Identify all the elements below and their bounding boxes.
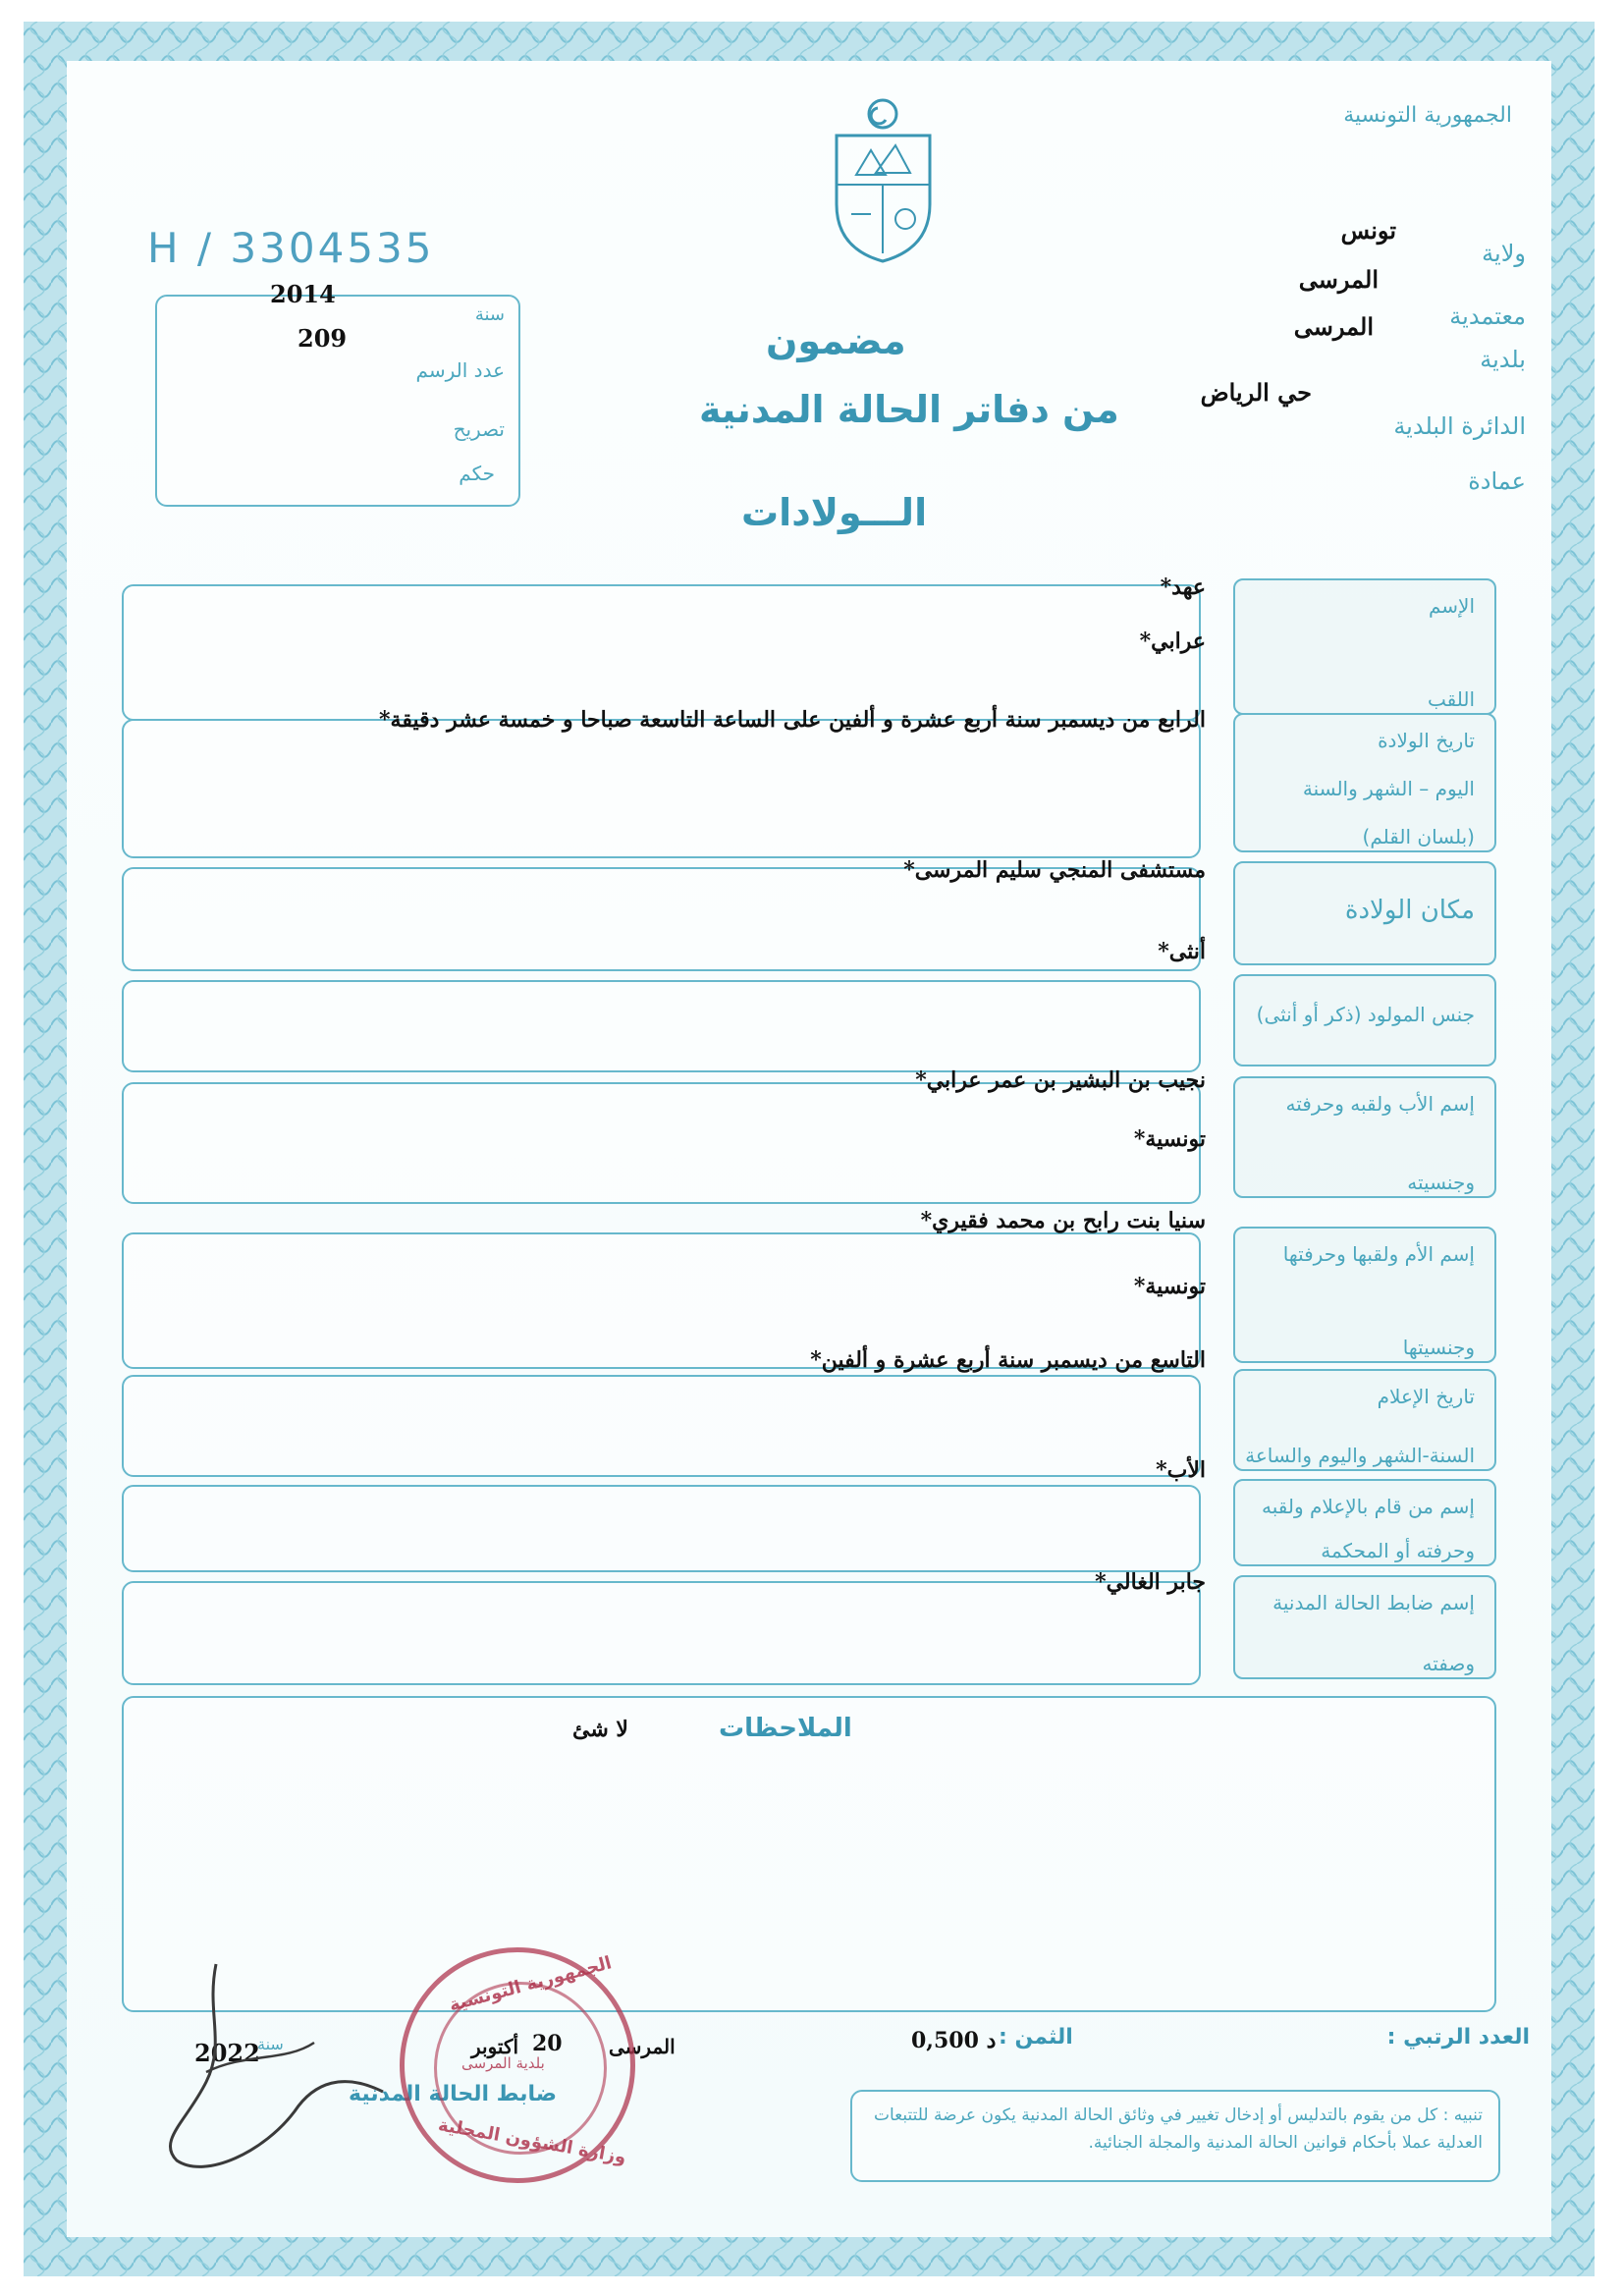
wilaya-value: تونس — [1340, 216, 1396, 245]
field-label: وجنسيتها — [1402, 1336, 1475, 1359]
judgment-label: حكم — [459, 462, 495, 485]
imada-label: عمادة — [1468, 467, 1526, 495]
field-value: تونسية* — [1133, 1274, 1206, 1299]
issue-year: 2022 — [194, 2039, 260, 2067]
section-title: الـــولادات — [741, 491, 928, 534]
field-value: نجيب بن البشير بن عمر عرابي* — [915, 1067, 1206, 1093]
field-value: الأب* — [1156, 1457, 1206, 1483]
wilaya-label: ولاية — [1482, 240, 1526, 267]
field-value: عرابي* — [1139, 629, 1206, 654]
serial-number: H / 3304535 — [147, 224, 435, 272]
field-label: وحرفته أو المحكمة — [1321, 1539, 1475, 1562]
baladia-value: المرسى — [1293, 312, 1374, 341]
registry-year-value: 2014 — [270, 280, 336, 308]
field-value: التاسع من ديسمبر سنة أربع عشرة و ألفين* — [810, 1347, 1206, 1373]
field-label: اليوم – الشهر والسنة — [1302, 777, 1475, 800]
field-label: الإسم — [1428, 594, 1475, 618]
daira-value: حي الرياض — [1200, 378, 1312, 407]
registry-number-label: عدد الرسم — [415, 358, 505, 382]
field-value-box — [122, 1082, 1201, 1204]
field-label: السنة-الشهر واليوم والساعة — [1245, 1444, 1475, 1467]
issue-day: 20 — [532, 2031, 563, 2056]
coat-of-arms-icon — [827, 96, 940, 263]
field-value-box — [122, 980, 1201, 1072]
field-label: إسم من قام بالإعلام ولقبه — [1262, 1495, 1475, 1518]
field-value: الرابع من ديسمبر سنة أربع عشرة و ألفين على الساعة التاسعة صباحا و خمسة عشر دقيقة* — [379, 707, 1206, 733]
field-value: تونسية* — [1133, 1126, 1206, 1152]
field-value-box — [122, 584, 1201, 721]
title-line1: مضمون — [766, 319, 906, 362]
field-label: وجنسيته — [1407, 1171, 1475, 1194]
daira-label: الدائرة البلدية — [1393, 412, 1526, 440]
title-line2: من دفاتر الحالة المدنية — [699, 388, 1119, 431]
issue-place: المرسى — [609, 2035, 676, 2058]
field-label: تاريخ الولادة — [1378, 729, 1475, 752]
price-value: 0,500 د — [911, 2028, 997, 2053]
republic-label: الجمهورية التونسية — [1343, 103, 1512, 128]
field-label: وصفته — [1422, 1652, 1475, 1675]
stamp-text-top: الجمهورية التونسية — [447, 1952, 615, 2016]
field-value: عهد* — [1160, 574, 1206, 600]
stamp-text-bottom: وزارة الشؤون المحلية — [436, 2114, 628, 2168]
registry-number-value: 209 — [298, 324, 348, 353]
price-label: الثمن : — [999, 2025, 1073, 2050]
field-value: أنثى* — [1158, 939, 1206, 964]
field-label: جنس المولود (ذكر أو أنثى) — [1256, 1003, 1475, 1026]
registry-year-label: سنة — [474, 304, 505, 325]
notes-label: الملاحظات — [719, 1714, 852, 1743]
signature — [147, 1954, 403, 2200]
field-label: اللقب — [1427, 687, 1475, 711]
warning-text: تنبيه : كل من يقوم بالتدليس أو إدخال تغيير في وثائق الحالة المدنية يكون عرضة للتتبعات العدلية عملا بأحكام قوانين الحالة المدنية والمجلة الجنائية. — [874, 2105, 1483, 2153]
field-label: مكان الولادة — [1344, 896, 1475, 925]
field-value: سنيا بنت رابح بن محمد فقيري* — [920, 1208, 1206, 1233]
mootamadia-label: معتمدية — [1449, 302, 1526, 330]
issue-month: أكتوبر — [471, 2035, 519, 2058]
baladia-label: بلدية — [1480, 346, 1526, 373]
field-label: إسم الأم ولقبها وحرفتها — [1282, 1242, 1475, 1266]
field-label: إسم الأب ولقبه وحرفته — [1285, 1092, 1475, 1116]
field-label: إسم ضابط الحالة المدنية — [1272, 1591, 1475, 1614]
notes-value: لا شئ — [572, 1717, 628, 1742]
declaration-label: تصريح — [453, 417, 505, 441]
field-value: مستشفى المنجي سليم المرسى* — [903, 857, 1206, 883]
field-value-box — [122, 1375, 1201, 1477]
field-value-box — [122, 1485, 1201, 1572]
serial-number-label: العدد الرتبي : — [1386, 2025, 1530, 2050]
field-value-box — [122, 1581, 1201, 1685]
field-label: (بلسان القلم) — [1362, 825, 1475, 848]
field-value-box — [122, 719, 1201, 858]
field-label: تاريخ الإعلام — [1377, 1385, 1475, 1408]
issue-year-label: سنة — [257, 2035, 284, 2053]
field-value: جابر الغالي* — [1095, 1569, 1206, 1595]
officer-label: ضابط الحالة المدنية — [349, 2082, 558, 2106]
stamp-text-center: بلدية المرسى — [461, 2054, 545, 2072]
mootamadia-value: المرسى — [1298, 265, 1379, 294]
